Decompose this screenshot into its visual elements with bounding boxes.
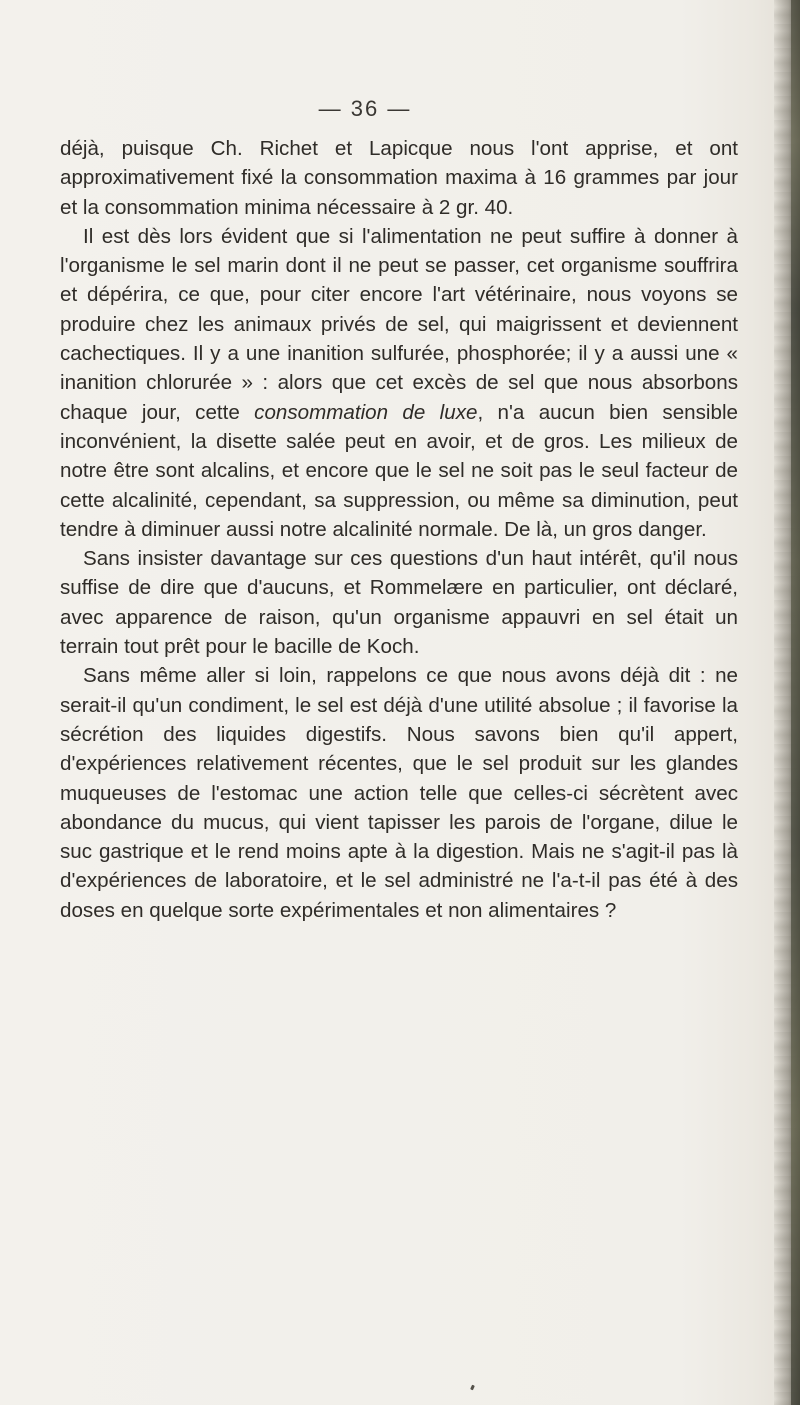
page-number: — 36 — — [318, 96, 412, 121]
page-binding-edge — [791, 0, 800, 1405]
paragraph-3: Sans insister davantage sur ces questions d'un haut intérêt, qu'il nous suffise de dire que d'aucuns, et Rommelære en particulier, ont déclaré, avec apparence de raison, qu'un organisme appauvri en sel était un terrain tout prêt pour le bacille de Koch. — [60, 547, 738, 659]
paragraph-2-text-before: Il est dès lors évident que si l'alimentation ne peut suffire à donner à l'organisme le sel marin dont il ne peut se passer, cet organisme souffrira et dépérira, ce que, pour citer encore l'art vétérinaire, nous voyons se produire chez les animaux privés de sel, qui maigrissent et deviennent cachectiques. Il y a une inanition sulfurée, phosphorée; il y a aussi une « inanition chlorurée » : alors que cet excès de sel que nous absorbons chaque jour, cette — [60, 224, 738, 424]
paragraph-4: Sans même aller si loin, rappelons ce que nous avons déjà dit : ne serait-il qu'un condiment, le sel est déjà d'une utilité absolue ; il favorise la sécrétion des liquides digestifs. Nous savons bien qu'il appert, d'expériences relativement récentes, que le sel produit sur les glandes muqueuses de l'estomac une action telle que celles-ci sécrètent avec abondance du mucus, qui vient tapisser les parois de l'organe, dilue le suc gastrique et le rend moins apte à la digestion. Mais ne s'agit-il pas là d'expériences de laboratoire, et le sel administré ne l'a-t-il pas été à des doses en quelque sorte expérimentales et non alimentaires ? — [60, 664, 738, 922]
paragraph-1: déjà, puisque Ch. Richet et Lapicque nous l'ont apprise, et ont approximativement fixé la consommation maxima à 16 grammes par jour et la consommation minima nécessaire à 2 gr. 40. — [60, 137, 738, 219]
paragraph-2 — [60, 222, 738, 544]
paragraph-2-text-after: , n'a aucun bien sensible inconvénient, la disette salée peut en avoir, et de gros. Les milieux de notre être sont alcalins, et encore que le sel ne soit pas le seul facteur de cette alcalinité, cependant, sa suppression, ou même sa diminution, peut tendre à diminuer aussi notre alcalinité normale. De là, un gros danger. — [60, 400, 738, 541]
ink-speck — [470, 1385, 475, 1391]
body-text — [60, 134, 738, 925]
paragraph-2-emphasis: consommation de luxe — [254, 400, 478, 424]
